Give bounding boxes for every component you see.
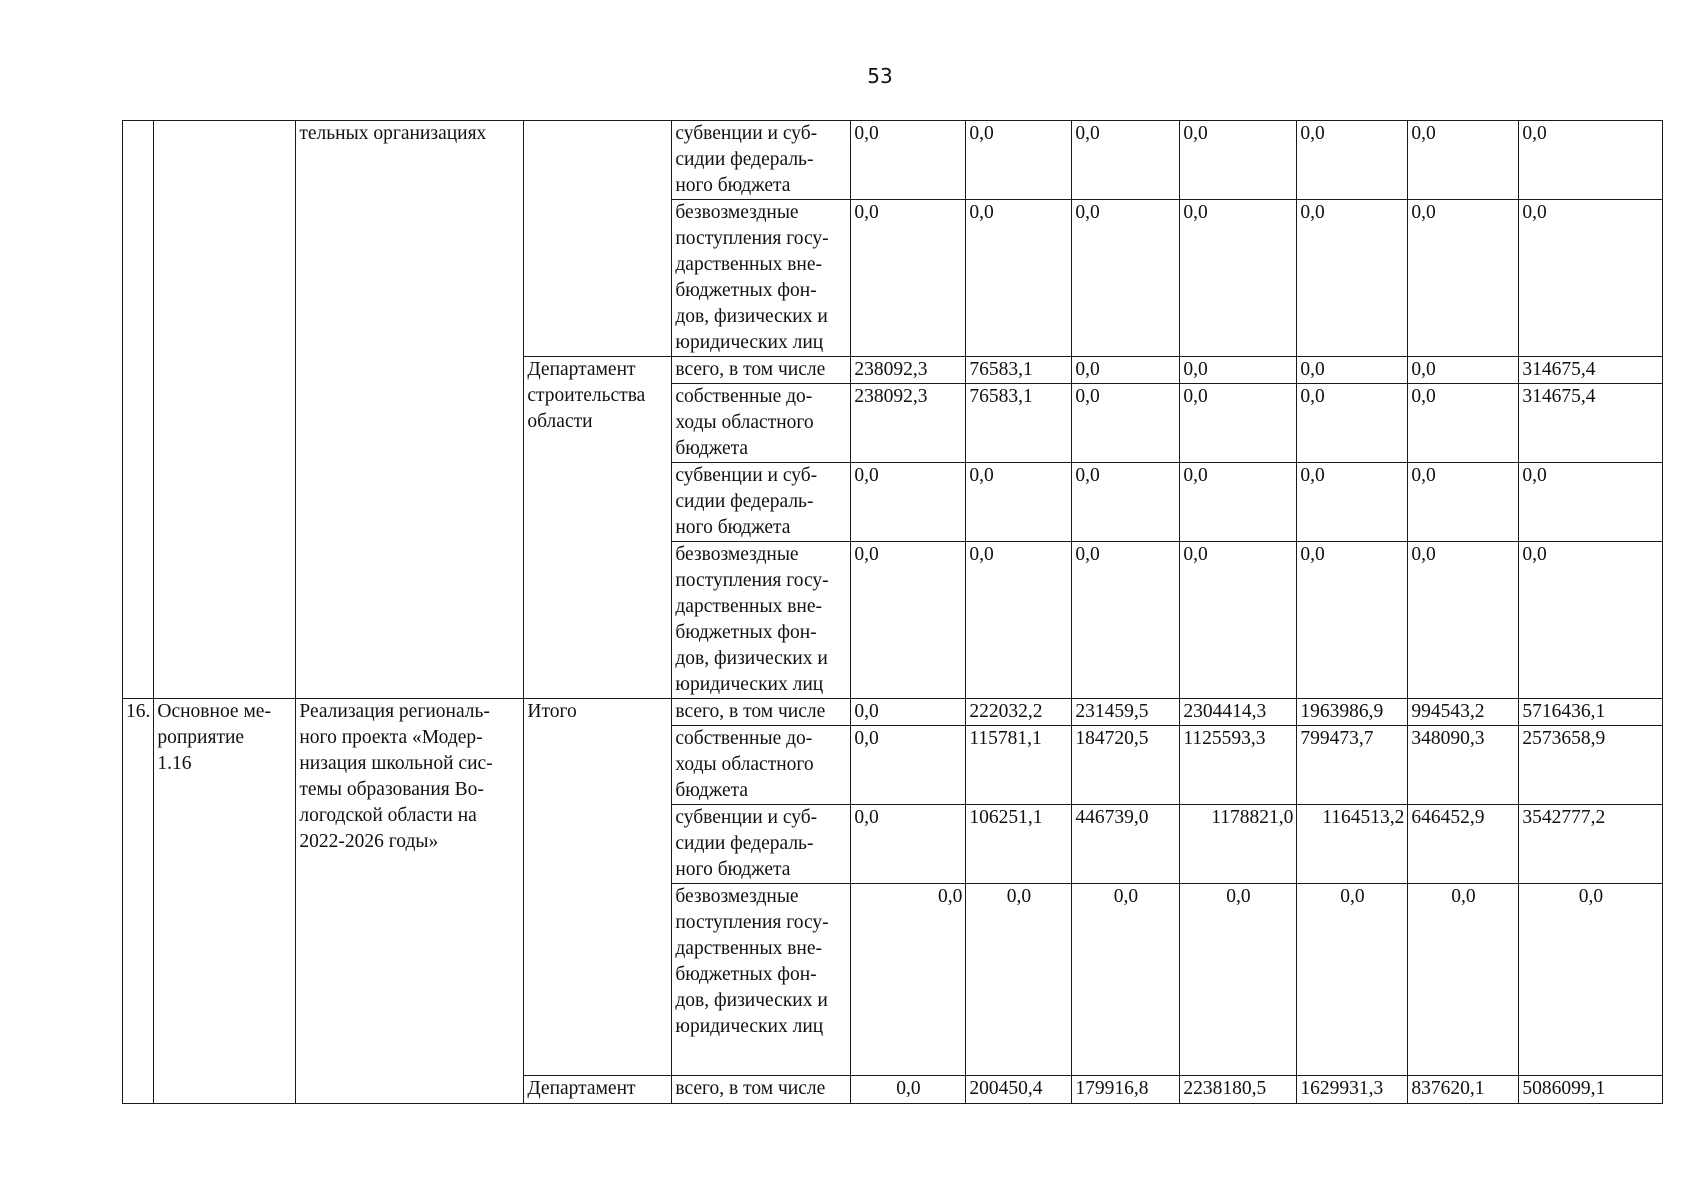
value-cell: 5086099,1 (1519, 1076, 1663, 1104)
value-cell: 179916,8 (1072, 1076, 1180, 1104)
value-cell: 0,0 (1297, 463, 1408, 542)
value-cell: 0,0 (1408, 121, 1519, 200)
value-cell: 0,0 (1408, 200, 1519, 357)
value-cell: 238092,3 (851, 384, 966, 463)
value-cell: 0,0 (966, 463, 1072, 542)
value-cell: 2238180,5 (1180, 1076, 1297, 1104)
value-cell: 0,0 (1297, 200, 1408, 357)
value-cell: 0,0 (966, 884, 1072, 1076)
source-cell: безвозмездные поступления госу- дарственных вне- бюджетных фон- дов, физических и юридических лиц (672, 542, 851, 699)
value-cell: 76583,1 (966, 384, 1072, 463)
value-cell: 0,0 (1519, 542, 1663, 699)
value-cell: 0,0 (1072, 884, 1180, 1076)
value-cell: 0,0 (851, 200, 966, 357)
value-cell: 837620,1 (1408, 1076, 1519, 1104)
value-cell: 0,0 (851, 1076, 966, 1104)
source-cell: всего, в том числе (672, 357, 851, 384)
value-cell: 0,0 (1297, 121, 1408, 200)
value-cell: 0,0 (1519, 884, 1663, 1076)
value-cell: 2304414,3 (1180, 699, 1297, 726)
executor-cell (524, 121, 672, 357)
row-number-cell: 16. (123, 699, 154, 1104)
source-cell: субвенции и суб- сидии федераль- ного бюджета (672, 121, 851, 200)
executor-cell: Департамент строительства области (524, 357, 672, 699)
source-cell: всего, в том числе (672, 1076, 851, 1104)
value-cell: 314675,4 (1519, 384, 1663, 463)
value-cell: 799473,7 (1297, 726, 1408, 805)
value-cell: 0,0 (851, 726, 966, 805)
value-cell: 0,0 (1072, 121, 1180, 200)
source-cell: безвозмездные поступления госу- дарственных вне- бюджетных фон- дов, физических и юридических лиц (672, 884, 851, 1076)
value-cell: 1178821,0 (1180, 805, 1297, 884)
value-cell: 0,0 (1072, 463, 1180, 542)
value-cell: 3542777,2 (1519, 805, 1663, 884)
value-cell: 314675,4 (1519, 357, 1663, 384)
row-number-cell (123, 121, 154, 699)
value-cell: 0,0 (851, 805, 966, 884)
executor-cell: Департамент (524, 1076, 672, 1104)
value-cell: 0,0 (966, 200, 1072, 357)
value-cell: 0,0 (1072, 357, 1180, 384)
page-number: 53 (867, 64, 893, 88)
value-cell: 0,0 (1180, 121, 1297, 200)
source-cell: субвенции и суб- сидии федераль- ного бюджета (672, 463, 851, 542)
executor-cell: Итого (524, 699, 672, 1076)
value-cell: 1125593,3 (1180, 726, 1297, 805)
value-cell: 1164513,2 (1297, 805, 1408, 884)
value-cell: 5716436,1 (1519, 699, 1663, 726)
value-cell: 646452,9 (1408, 805, 1519, 884)
value-cell: 0,0 (1297, 384, 1408, 463)
value-cell: 0,0 (851, 121, 966, 200)
source-cell: собственные до- ходы областного бюджета (672, 726, 851, 805)
value-cell: 0,0 (1180, 200, 1297, 357)
value-cell: 0,0 (1297, 884, 1408, 1076)
value-cell: 0,0 (1408, 463, 1519, 542)
value-cell: 0,0 (966, 542, 1072, 699)
table-row (123, 121, 1663, 200)
source-cell: субвенции и суб- сидии федераль- ного бюджета (672, 805, 851, 884)
value-cell: 0,0 (1408, 542, 1519, 699)
measure-cell (154, 121, 296, 699)
value-cell: 0,0 (1072, 542, 1180, 699)
value-cell: 0,0 (851, 463, 966, 542)
value-cell: 0,0 (1180, 357, 1297, 384)
value-cell: 222032,2 (966, 699, 1072, 726)
value-cell: 0,0 (1408, 384, 1519, 463)
measure-cell: Основное ме- роприятие 1.16 (154, 699, 296, 1104)
value-cell: 231459,5 (1072, 699, 1180, 726)
value-cell: 0,0 (1519, 121, 1663, 200)
value-cell: 1629931,3 (1297, 1076, 1408, 1104)
name-cell: тельных организациях (296, 121, 524, 699)
value-cell: 0,0 (1180, 384, 1297, 463)
value-cell: 0,0 (1519, 200, 1663, 357)
value-cell: 115781,1 (966, 726, 1072, 805)
name-cell: Реализация региональ- ного проекта «Модер- низация школьной сис- темы образования Во- логодской области на 2022-2026 годы» (296, 699, 524, 1104)
value-cell: 0,0 (966, 121, 1072, 200)
value-cell: 238092,3 (851, 357, 966, 384)
value-cell: 0,0 (851, 699, 966, 726)
value-cell: 0,0 (1297, 357, 1408, 384)
value-cell: 76583,1 (966, 357, 1072, 384)
value-cell: 0,0 (1519, 463, 1663, 542)
value-cell: 1963986,9 (1297, 699, 1408, 726)
budget-table (122, 120, 1663, 1104)
value-cell: 446739,0 (1072, 805, 1180, 884)
source-cell: всего, в том числе (672, 699, 851, 726)
value-cell: 184720,5 (1072, 726, 1180, 805)
value-cell: 0,0 (1180, 463, 1297, 542)
value-cell: 0,0 (1408, 357, 1519, 384)
value-cell: 0,0 (1408, 884, 1519, 1076)
table-row (123, 699, 1663, 726)
value-cell: 0,0 (1297, 542, 1408, 699)
value-cell: 348090,3 (1408, 726, 1519, 805)
value-cell: 200450,4 (966, 1076, 1072, 1104)
source-cell: собственные до- ходы областного бюджета (672, 384, 851, 463)
value-cell: 2573658,9 (1519, 726, 1663, 805)
value-cell: 0,0 (1180, 542, 1297, 699)
source-cell: безвозмездные поступления госу- дарственных вне- бюджетных фон- дов, физических и юридических лиц (672, 200, 851, 357)
value-cell: 0,0 (1072, 384, 1180, 463)
value-cell: 106251,1 (966, 805, 1072, 884)
value-cell: 0,0 (851, 542, 966, 699)
value-cell: 0,0 (1180, 884, 1297, 1076)
value-cell: 994543,2 (1408, 699, 1519, 726)
value-cell: 0,0 (851, 884, 966, 1076)
value-cell: 0,0 (1072, 200, 1180, 357)
